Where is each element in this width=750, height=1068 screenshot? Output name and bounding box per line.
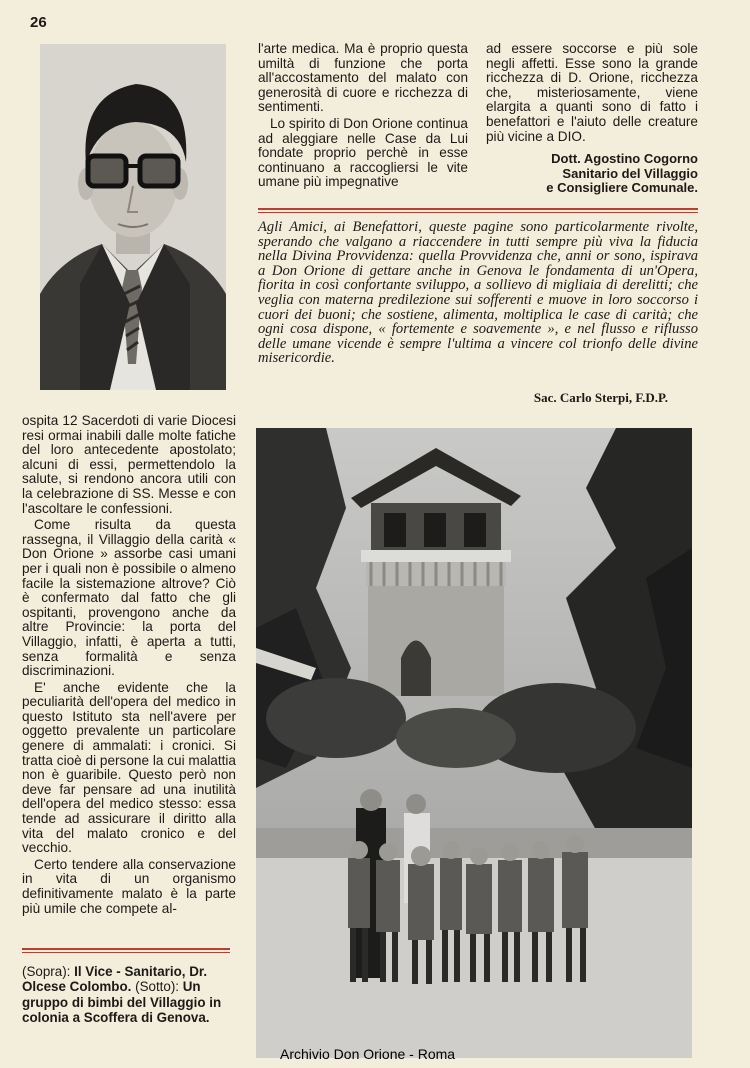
paragraph: l'arte medica. Ma è proprio questa umiltà di funzione che porta all'accostamento del malato con generosità di cuore e ricchezza di sentimenti. [258,41,468,115]
archive-footer: Archivio Don Orione - Roma [280,1046,456,1062]
article-column-middle [258,42,468,190]
page-number: 26 [30,14,47,31]
article-column-right [486,42,698,144]
photo-caption [22,964,236,1026]
paragraph: Certo tendere alla conservazione in vita di un organismo definitivamente malato è la parte più umile che compete al- [22,856,236,916]
paragraph: Come risulta da questa rassegna, il Villaggio della carità « Don Orione » assorbe casi umani per i quali non è possibile o almeno facile la sistemazione altrove? Ciò è confermato dal fatto che gli ospitanti, provengono anche da altre Provincie: la porta del Villaggio, infatti, è aperta a tutti, senza formalità e senza discriminazioni. [22,517,236,679]
dedication-quote: Agli Amici, ai Benefattori, queste pagine sono particolarmente rivolte, sperando che valgano a riaccendere in tutti sempre più viva la fiducia nella Divina Provvidenza: quella Provvidenza che, anni or sono, ispirava a Don Orione di gettare anche in Genova le fondamenta di un'Opera, fiorita in così confortante sviluppo, a sollievo di migliaia di derelitti; che veglia con materna predilezione sui sofferenti e muove in loro soccorso i cuori dei buoni; che sostiene, alimenta, moltiplica le case di carità; che ogni cosa dispone, « fortemente e soavemente », e nel flusso e riflusso delle umane vicende è sempre l'ultima a vincere col trionfo delle divine misericordie. [258,219,698,367]
author-signature [486,152,698,196]
group-photo [256,428,692,1058]
divider-rule [258,208,698,213]
paragraph: E' anche evidente che la peculiarità dell'opera del medico in questo Istituto sta nell'avere per oggetto prevalente un particolare genere di ammalati: i cronici. Si tratta cioè di persone la cui malattia non è guaribile. Questo però non deve far pensare ad una inutilità dell'opera del medico stesso: essa tende ad assicurare il diritto alla vita del malato cronico e del vecchio. [22,679,236,856]
caption-text-sopra: Il Vice - Sanitario, Dr. Olcese Colombo. [22,964,208,995]
author-role: Sanitario del Villaggio [562,165,698,181]
caption-divider [22,948,230,953]
caption-label-sopra: (Sopra): [22,964,71,979]
paragraph: ad essere soccorse e più sole negli affetti. Esse sono la grande ricchezza di D. Orione, ricchezza che, misteriosamente, viene elargita a quanti sono di fatto i benefattori e l'aiuto delle creature più vicine a DIO. [486,41,698,144]
author-role-2: e Consigliere Comunale. [546,180,698,195]
article-column-left [22,414,236,916]
paragraph: ospita 12 Sacerdoti di varie Diocesi resi ormai inabili dalle molte fatiche del loro antecedente apostolato; alcuni di essi, permettendolo la salute, si rendono ancora utili con la celebrazione di SS. Messe e con l'ascoltare le confessioni. [22,413,236,516]
author-name: Dott. Agostino Cogorno [551,151,698,166]
paragraph: Lo spirito di Don Orione continua ad aleggiare nelle Case da Lui fondate proprio perchè in esse continuano a raccogliersi le vite umane più impegnative [258,115,468,190]
portrait-photo [40,44,226,390]
caption-text-sotto: Un gruppo di bimbi del Villaggio in colonia a Scoffera di Genova. [22,979,222,1026]
quote-signature: Sac. Carlo Sterpi, F.D.P. [533,390,668,405]
caption-label-sotto: (Sotto): [135,979,180,995]
